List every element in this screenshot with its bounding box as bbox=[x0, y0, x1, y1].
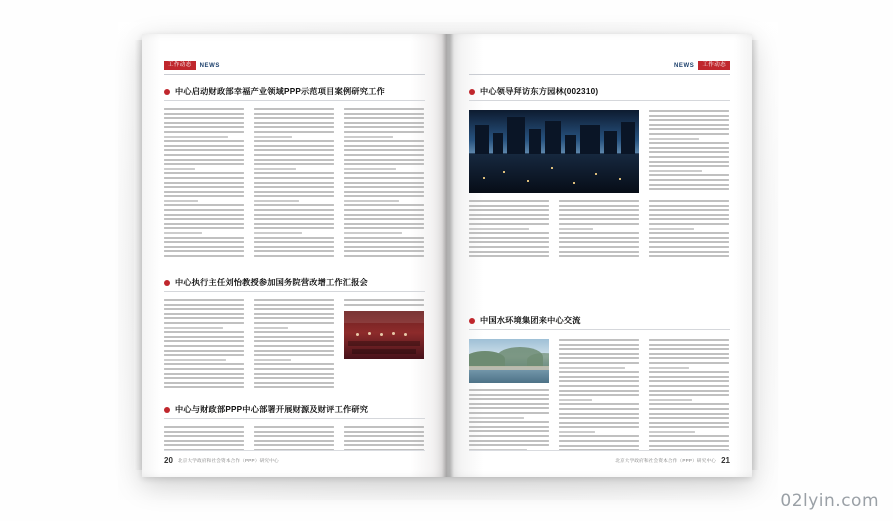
left-article-2-heading bbox=[164, 277, 368, 288]
right-article-1-rule bbox=[469, 100, 730, 101]
right-col-1a bbox=[469, 200, 549, 262]
watermark bbox=[780, 491, 879, 511]
left-col-1a bbox=[164, 108, 244, 260]
right-col-2c bbox=[649, 339, 729, 457]
left-page-header bbox=[164, 60, 220, 71]
bullet-icon bbox=[469, 318, 475, 324]
left-folio bbox=[164, 456, 279, 465]
right-article-1-title: 中心领导拜访东方园林(002310) bbox=[480, 87, 599, 96]
left-folio-rule bbox=[164, 450, 425, 451]
left-col-3a bbox=[164, 426, 244, 458]
left-article-1-heading bbox=[164, 86, 385, 97]
left-col-1b bbox=[254, 108, 334, 260]
magazine-spread bbox=[142, 34, 752, 477]
header-tag-cn: 工作动态 bbox=[698, 61, 730, 71]
east-garden-night-city-photo bbox=[469, 110, 639, 193]
left-article-3-title: 中心与财政部PPP中心部署开展财源及财评工作研究 bbox=[175, 405, 369, 414]
header-tag-en: NEWS bbox=[673, 62, 695, 69]
header-tag-cn: 工作动态 bbox=[164, 61, 196, 71]
header-tag-en: NEWS bbox=[199, 62, 221, 69]
right-folio bbox=[615, 456, 730, 465]
left-article-1-rule bbox=[164, 100, 425, 101]
right-folio-rule bbox=[469, 450, 730, 451]
right-article-2-heading bbox=[469, 315, 581, 326]
left-article-2-title: 中心执行主任刘怡教授参加国务院营改增工作汇报会 bbox=[175, 278, 368, 287]
right-page-header bbox=[674, 60, 730, 71]
right-folio-text: 北京大学政府和社会资本合作（PPP）研究中心 bbox=[615, 457, 717, 463]
right-col-2a bbox=[469, 389, 549, 457]
left-page-number: 20 bbox=[164, 456, 173, 465]
left-header-rule bbox=[164, 74, 425, 75]
left-page bbox=[142, 34, 447, 477]
left-article-3-rule bbox=[164, 418, 425, 419]
left-article-3-heading bbox=[164, 404, 368, 415]
bullet-icon bbox=[164, 280, 170, 286]
bullet-icon bbox=[469, 89, 475, 95]
right-page bbox=[447, 34, 752, 477]
left-col-1c bbox=[344, 108, 424, 260]
left-article-2-rule bbox=[164, 291, 425, 292]
conference-meeting-photo bbox=[344, 311, 424, 359]
water-environment-landscape-photo bbox=[469, 339, 549, 383]
left-article-1-title: 中心启动财政部幸福产业领域PPP示范项目案例研究工作 bbox=[175, 87, 385, 96]
left-col-2c bbox=[344, 299, 424, 309]
right-article-2-title: 中国水环境集团来中心交流 bbox=[480, 316, 581, 325]
bullet-icon bbox=[164, 89, 170, 95]
left-col-2b bbox=[254, 299, 334, 391]
right-col-1b bbox=[559, 200, 639, 262]
right-page-number: 21 bbox=[721, 456, 730, 465]
right-col-2b bbox=[559, 339, 639, 457]
left-folio-text: 北京大学政府和社会资本合作（PPP）研究中心 bbox=[177, 457, 279, 463]
right-header-rule bbox=[469, 74, 730, 75]
left-col-3b bbox=[254, 426, 334, 458]
left-col-2a bbox=[164, 299, 244, 391]
bullet-icon bbox=[164, 407, 170, 413]
right-col-1c bbox=[649, 200, 729, 262]
left-col-3c bbox=[344, 426, 424, 458]
right-article-2-rule bbox=[469, 329, 730, 330]
right-col-1c-top bbox=[649, 110, 729, 194]
watermark-text: 02lyin.com bbox=[780, 491, 879, 511]
right-article-1-heading bbox=[469, 86, 598, 97]
